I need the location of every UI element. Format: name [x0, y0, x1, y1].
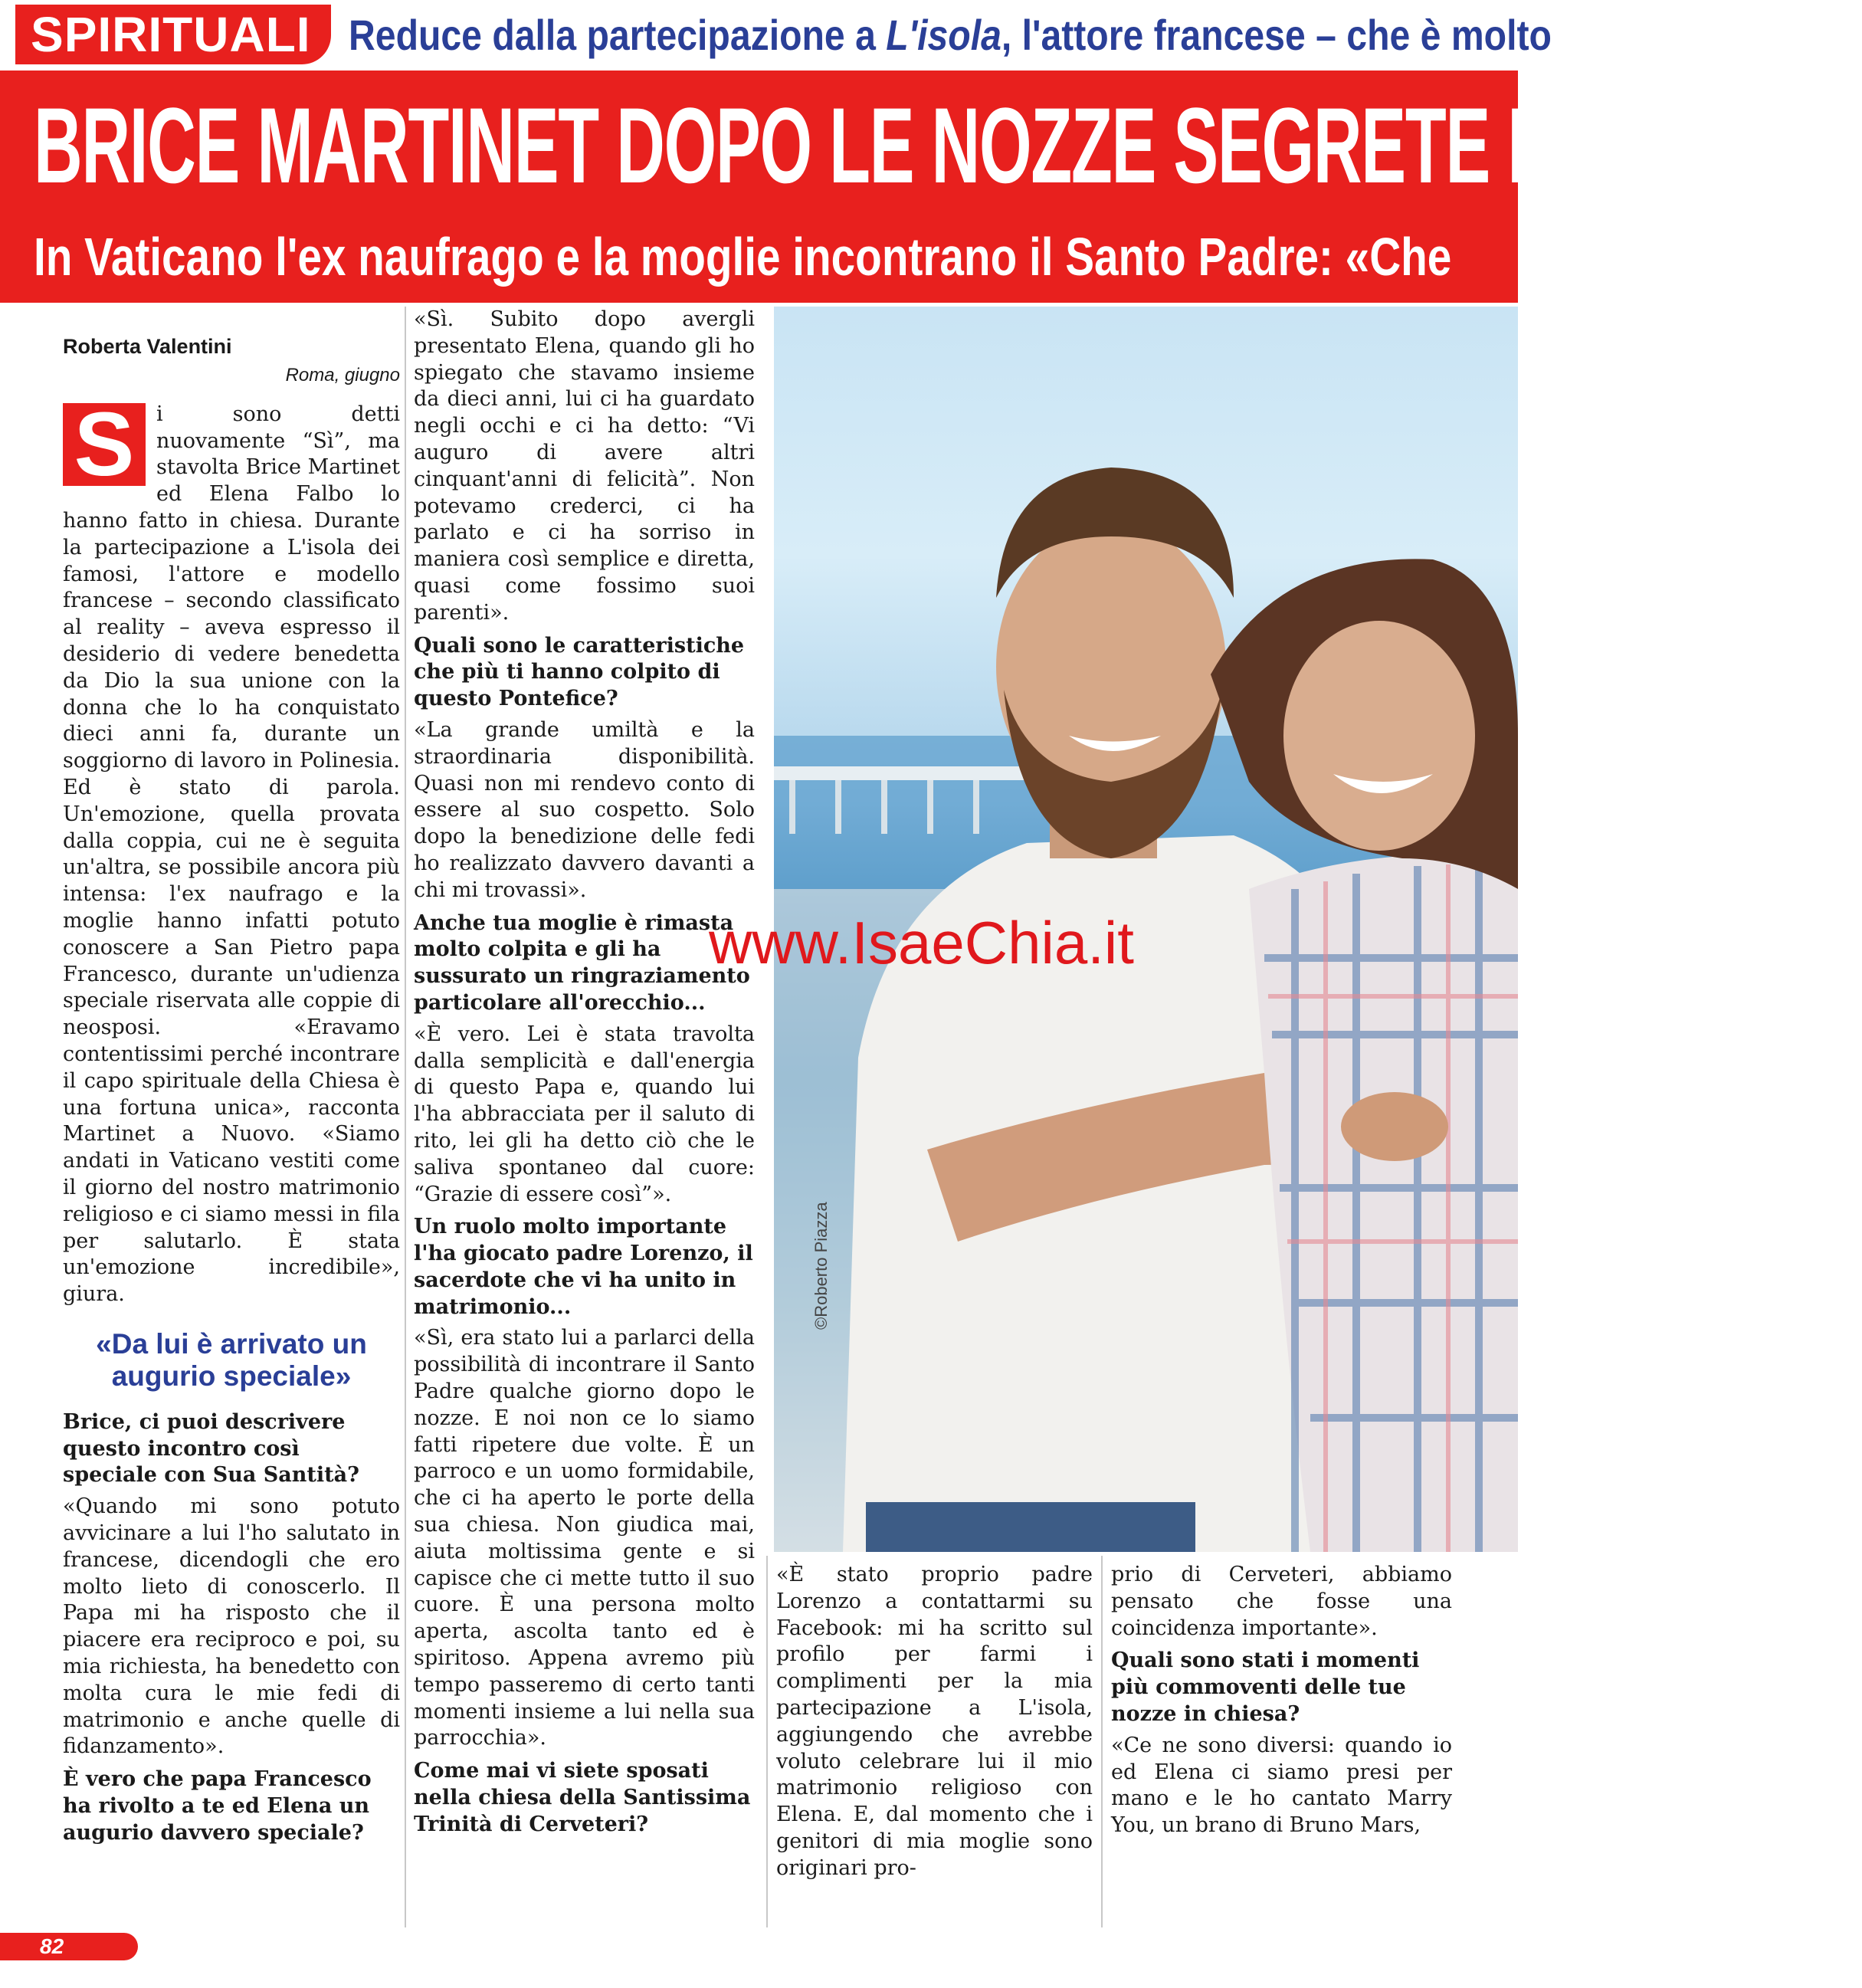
question-1: Brice, ci puoi descrivere questo incontro così speciale con Sua Santità? — [63, 1409, 359, 1488]
question-2: È vero che papa Francesco ha rivolto a te ed Elena un augurio davvero speciale? — [63, 1767, 372, 1845]
dateline: Roma, giugno — [285, 365, 400, 385]
article-column-4 — [1111, 1562, 1452, 1844]
lead-paragraph: i sono detti nuovamente “Sì”, ma stavolta Brice Martinet ed Elena Falbo lo hanno fatto in chiesa. Durante la partecipazione a L'isola dei famosi, l'attore e modello francese – secondo classificato al reality – aveva espresso il desiderio di vedere benedetta da Dio la sua unione con la donna che lo ha conquistato dieci anni fa, durante un soggiorno di lavoro in Polinesia. Ed è stato di parola. Un'emozione, quella provata dalla coppia, cui ne è seguita un'altra, se possibile ancora più intensa: l'ex naufrago e la moglie hanno infatti potuto conoscere a San Pietro papa Francesco, durante un'udienza speciale riservata alle coppie di neosposi. «Eravamo contentissimi perché incontrare il capo spirituale della Chiesa è una fortuna unica», racconta Martinet a Nuovo. «Siamo andati in Vaticano vestiti come il giorno del nostro matrimonio religioso e ci siamo messi in fila per salutarlo. È stata un'emozione incredibile», giura. — [63, 402, 400, 1307]
question-4: Anche tua moglie è rimasta molto colpita e gli ha sussurato un ringraziamento particolare all'orecchio... — [414, 910, 750, 1015]
column-divider — [405, 307, 406, 1927]
answer-1: «Quando mi sono potuto avvicinare a lui l'ho salutato in francese, dicendogli che ero molto lieto di conoscerlo. Il Papa mi ha risposto che il piacere era reciproco e poi, su mia richiesta, ha benedetto con molta cura le mie fedi di matrimonio e anche quelle di fidanzamento». — [63, 1494, 400, 1759]
kicker-pre: Reduce dalla partecipazione a — [349, 11, 887, 59]
question-6: Come mai vi siete sposati nella chiesa della Santissima Trinità di Cerveteri? — [414, 1759, 751, 1836]
question-7: Quali sono stati i momenti più commoventi delle tue nozze in chiesa? — [1111, 1648, 1420, 1726]
answer-4: «È vero. Lei è stata travolta dalla semplicità e dall'energia di questo Papa e, quando lui l'ha abbracciata per il saluto di rito, lei gli ha detto ciò che le saliva spontaneo dal cuore: “Grazie di essere così”». — [414, 1022, 755, 1206]
kicker — [349, 5, 1552, 66]
answer-7: «Ce ne sono diversi: quando io ed Elena ci siamo presi per mano e le ho cantato Marry You, un brano di Bruno Mars, — [1111, 1733, 1452, 1838]
section-tag — [15, 5, 331, 64]
page-number: 82 — [40, 1934, 64, 1958]
page-folio — [0, 1933, 138, 1986]
drop-cap: S — [63, 403, 146, 486]
column-divider — [766, 1556, 768, 1927]
answer-5: «Sì, era stato lui a parlarci della possibilità di incontrare il Santo Padre qualche giorno dopo le nozze. E noi non ce lo siamo fatti ripetere due volte. È un parroco e un uomo formidabile, che ci ha aperto le porte della sua chiesa. Non giudica mai, aiuta moltissima gente e si capisce che ci mette tutto il suo cuore. È una persona molto aperta, ascolta tanto ed è spiritoso. Appena avremo più tempo passeremo di certo tanti momenti insieme a lui nella sua parrocchia». — [414, 1326, 755, 1750]
question-5: Un ruolo molto importante l'ha giocato padre Lorenzo, il sacerdote che vi ha unito in matrimonio... — [414, 1215, 753, 1319]
byline: Roberta Valentini — [63, 335, 232, 358]
headline: BRICE MARTINET DOPO LE NOZZE SEGRETE IN CHIESA: — [34, 85, 1862, 205]
answer-6: «È stato proprio padre Lorenzo a contattarmi su Facebook: mi ha scritto sul profilo per farmi i complimenti per la mia partecipazione a L'isola, aggiungendo che avrebbe voluto celebrare lui il mio matrimonio religioso con Elena. E, dal momento che i genitori di mia moglie sono originari pro- — [776, 1563, 1093, 1880]
answer-2: «Sì. Subito dopo avergli presentato Elena, quando gli ho spiegato che stavamo insieme da dieci anni, lui ci ha guardato negli occhi e ci ha detto: “Vi auguro di avere altri cinquant'anni di felicità”. Non potevamo crederci, ci ha parlato e ci ha sorriso in maniera così semplice e diretta, quasi come fossimo suoi parenti». — [414, 307, 755, 625]
article-column-1 — [63, 333, 400, 1852]
column-divider — [1101, 1556, 1103, 1927]
section-label: SPIRITUALI — [31, 7, 311, 62]
magazine-name: NUOVO — [40, 1962, 119, 1986]
pull-quote: «Da lui è arrivato un augurio speciale» — [96, 1327, 367, 1392]
kicker-italic: L'isola — [886, 11, 1001, 59]
photo-credit: ©Roberto Piazza — [811, 1202, 831, 1330]
answer-6-continued: prio di Cerveteri, abbiamo pensato che fosse una coincidenza importante». — [1111, 1563, 1452, 1640]
folio-text — [0, 1933, 138, 1988]
article-column-2 — [414, 307, 755, 1843]
answer-3: «La grande umiltà e la straordinaria disponibilità. Quasi non mi rendevo conto di essere al suo cospetto. Solo dopo la benedizione delle fedi ho realizzato davvero davanti a chi mi trovassi». — [414, 717, 755, 902]
kicker-post: , l'attore francese – che è molto — [1001, 11, 1552, 59]
question-3: Quali sono le caratteristiche che più ti hanno colpito di questo Pontefice? — [414, 633, 745, 711]
site-watermark: www.IsaeChia.it — [709, 909, 1134, 976]
subhead: In Vaticano l'ex naufrago e la moglie incontrano il Santo Padre: «Che — [34, 227, 1452, 287]
article-column-3 — [776, 1562, 1093, 1887]
